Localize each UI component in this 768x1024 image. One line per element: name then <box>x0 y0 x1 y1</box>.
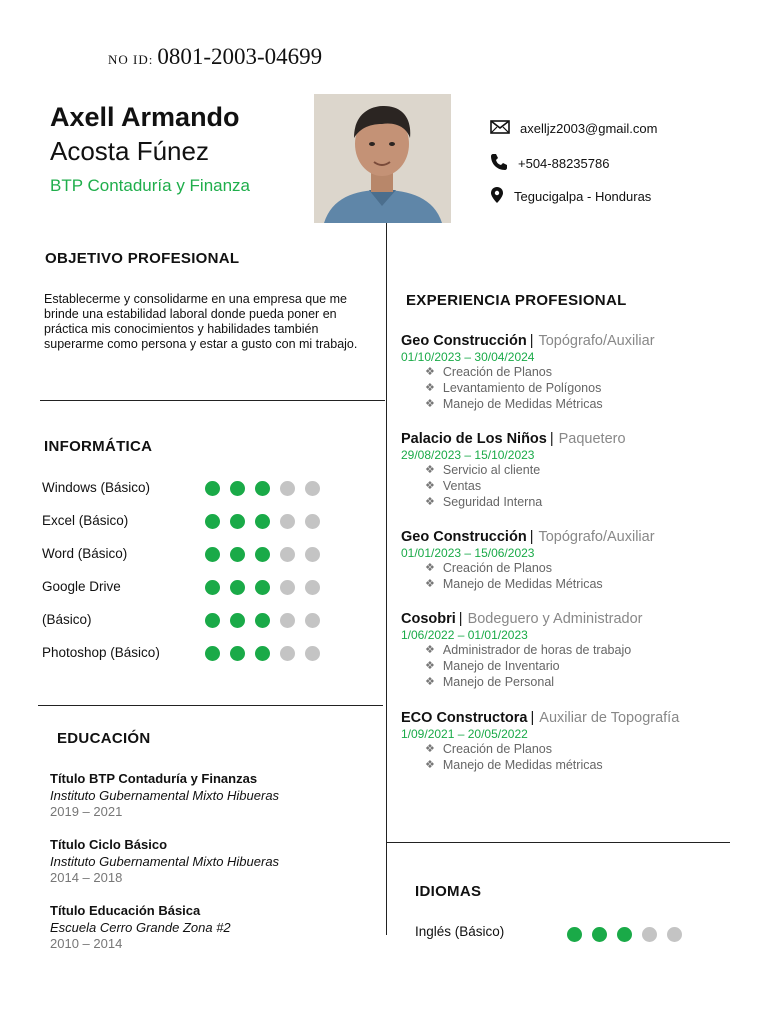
skill-rating <box>205 580 320 595</box>
contact-email <box>490 120 657 137</box>
rating-dot <box>305 646 320 661</box>
task-text: Creación de Planos <box>442 742 552 756</box>
objective-heading: OBJETIVO PROFESIONAL <box>45 250 240 267</box>
job-task <box>425 494 741 510</box>
job-task <box>425 478 741 494</box>
task-text: Manejo de Inventario <box>442 659 560 674</box>
first-name: Axell Armando <box>50 102 240 132</box>
job-role: Topógrafo/Auxiliar <box>538 333 655 349</box>
job-tasks <box>401 462 741 511</box>
experience-item <box>401 611 741 691</box>
rating-dot <box>592 927 607 942</box>
id-label: NO ID: <box>108 52 154 67</box>
objective-text: Establecerme y consolidarme en una empresa que me brinde una estabilidad laboral donde pueda poner en práctica mis conocimientos y habilidades también superarme como persona y estar a gusto con mi trabajo. <box>44 292 358 351</box>
experience-item <box>401 431 741 511</box>
rating-dot <box>567 927 582 942</box>
job-separator: | <box>530 710 535 726</box>
task-text: Seguridad Interna <box>442 495 543 510</box>
task-text: Levantamiento de Polígonos <box>442 381 602 396</box>
skill-rating <box>205 481 320 496</box>
task-text: Administrador de horas de trabajo <box>442 643 632 657</box>
job-role: Auxiliar de Topografía <box>539 710 680 726</box>
rating-dot <box>230 613 245 628</box>
skill-label: Google Drive <box>42 579 121 594</box>
job-task <box>425 642 741 658</box>
job-task <box>425 364 741 380</box>
diamond-bullet-icon: ❖ <box>425 464 435 476</box>
experience-item <box>401 529 741 592</box>
contact-phone <box>490 153 609 174</box>
skill-label: Word (Básico) <box>42 546 128 561</box>
rating-dot <box>255 514 270 529</box>
job-header <box>401 611 741 627</box>
job-task <box>425 658 741 674</box>
skill-label: Photoshop (Básico) <box>42 645 160 660</box>
job-task <box>425 674 741 690</box>
experience-item <box>401 333 741 413</box>
education-title: Título Educación Básica <box>50 903 201 918</box>
degree-title: BTP Contaduría y Finanza <box>50 176 251 195</box>
email-icon <box>490 120 510 137</box>
education-heading: EDUCACIÓN <box>57 730 151 747</box>
job-dates: 29/08/2023 – 15/10/2023 <box>401 448 535 462</box>
rating-dot <box>280 646 295 661</box>
diamond-bullet-icon: ❖ <box>425 480 435 493</box>
education-title: Título BTP Contaduría y Finanzas <box>50 771 258 786</box>
rating-dot <box>230 481 245 496</box>
rating-dot <box>255 646 270 661</box>
phone-icon <box>490 153 508 174</box>
language-rating <box>567 927 682 942</box>
rating-dot <box>305 481 320 496</box>
rating-dot <box>230 547 245 562</box>
experience-item <box>401 710 741 773</box>
section-divider <box>38 705 383 706</box>
job-dates: 1/06/2022 – 01/01/2023 <box>401 628 528 642</box>
job-header <box>401 431 741 447</box>
education-item <box>50 837 370 887</box>
phone-text: +504-88235786 <box>518 156 610 171</box>
email-text[interactable]: axelljz2003@gmail.com <box>520 121 658 136</box>
diamond-bullet-icon: ❖ <box>425 366 435 378</box>
education-years: 2019 – 2021 <box>50 804 123 819</box>
rating-dot <box>255 481 270 496</box>
diamond-bullet-icon: ❖ <box>425 676 435 689</box>
job-task <box>425 576 741 592</box>
education-institution: Instituto Gubernamental Mixto Hibueras <box>50 787 280 803</box>
education-item <box>50 771 370 821</box>
education-institution: Escuela Cerro Grande Zona #2 <box>50 919 231 935</box>
skill-rating <box>205 547 320 562</box>
skill-rating <box>205 646 320 661</box>
id-number: 0801-2003-04699 <box>157 44 323 69</box>
job-role: Topógrafo/Auxiliar <box>538 529 655 545</box>
rating-dot <box>617 927 632 942</box>
job-company: Geo Construcción <box>401 529 527 545</box>
rating-dot <box>230 646 245 661</box>
job-tasks <box>401 642 741 691</box>
it-skills-heading: INFORMÁTICA <box>44 438 153 455</box>
rating-dot <box>280 613 295 628</box>
job-task <box>425 560 741 576</box>
job-task <box>425 462 741 478</box>
skill-label: Excel (Básico) <box>42 513 129 528</box>
contact-location <box>490 186 651 207</box>
rating-dot <box>255 613 270 628</box>
job-separator: | <box>549 431 554 447</box>
job-task <box>425 396 741 412</box>
diamond-bullet-icon: ❖ <box>425 496 435 509</box>
profile-photo <box>314 94 451 223</box>
rating-dot <box>205 547 220 562</box>
diamond-bullet-icon: ❖ <box>425 578 435 591</box>
job-company: Geo Construcción <box>401 333 527 349</box>
experience-heading: EXPERIENCIA PROFESIONAL <box>406 292 627 309</box>
diamond-bullet-icon: ❖ <box>425 644 435 656</box>
job-task <box>425 380 741 396</box>
task-text: Manejo de Medidas métricas <box>442 758 603 773</box>
education-title: Título Ciclo Básico <box>50 837 168 852</box>
rating-dot <box>205 613 220 628</box>
rating-dot <box>205 580 220 595</box>
rating-dot <box>205 481 220 496</box>
rating-dot <box>305 514 320 529</box>
job-tasks <box>401 741 741 773</box>
languages-heading: IDIOMAS <box>415 883 482 900</box>
job-task <box>425 741 741 757</box>
diamond-bullet-icon: ❖ <box>425 743 435 755</box>
education-item <box>50 903 370 953</box>
job-company: Cosobri <box>401 611 456 627</box>
job-separator: | <box>529 529 534 545</box>
education-institution: Instituto Gubernamental Mixto Hibueras <box>50 853 280 869</box>
task-text: Manejo de Medidas Métricas <box>442 397 603 412</box>
job-separator: | <box>458 611 463 627</box>
task-text: Creación de Planos <box>442 365 552 379</box>
column-divider <box>386 223 387 935</box>
location-text: Tegucigalpa - Honduras <box>514 189 652 204</box>
language-label: Inglés (Básico) <box>415 924 505 939</box>
skill-label: (Básico) <box>42 612 92 627</box>
diamond-bullet-icon: ❖ <box>425 398 435 411</box>
job-task <box>425 757 741 773</box>
diamond-bullet-icon: ❖ <box>425 660 435 673</box>
rating-dot <box>280 481 295 496</box>
job-tasks <box>401 364 741 413</box>
rating-dot <box>305 580 320 595</box>
job-dates: 1/09/2021 – 20/05/2022 <box>401 727 528 741</box>
job-dates: 01/01/2023 – 15/06/2023 <box>401 546 535 560</box>
rating-dot <box>230 514 245 529</box>
diamond-bullet-icon: ❖ <box>425 382 435 395</box>
rating-dot <box>205 646 220 661</box>
job-tasks <box>401 560 741 592</box>
rating-dot <box>255 547 270 562</box>
job-role: Bodeguero y Administrador <box>467 611 643 627</box>
rating-dot <box>205 514 220 529</box>
id-number-line <box>108 44 322 70</box>
rating-dot <box>642 927 657 942</box>
rating-dot <box>305 547 320 562</box>
location-pin-icon <box>490 186 504 207</box>
job-role: Paquetero <box>558 431 626 447</box>
task-text: Ventas <box>442 479 482 494</box>
section-divider <box>386 842 730 843</box>
last-name: Acosta Fúnez <box>50 136 209 166</box>
job-dates: 01/10/2023 – 30/04/2024 <box>401 350 535 364</box>
rating-dot <box>305 613 320 628</box>
skill-rating <box>205 514 320 529</box>
job-company: ECO Constructora <box>401 710 528 726</box>
rating-dot <box>667 927 682 942</box>
job-header <box>401 710 741 726</box>
rating-dot <box>255 580 270 595</box>
job-separator: | <box>529 333 534 349</box>
rating-dot <box>280 547 295 562</box>
education-years: 2014 – 2018 <box>50 870 123 885</box>
job-header <box>401 529 741 545</box>
rating-dot <box>280 580 295 595</box>
job-company: Palacio de Los Niños <box>401 431 547 447</box>
skill-label: Windows (Básico) <box>42 480 151 495</box>
skill-rating <box>205 613 320 628</box>
rating-dot <box>280 514 295 529</box>
rating-dot <box>230 580 245 595</box>
education-years: 2010 – 2014 <box>50 936 123 951</box>
task-text: Servicio al cliente <box>442 463 541 477</box>
task-text: Manejo de Medidas Métricas <box>442 577 603 592</box>
task-text: Manejo de Personal <box>442 675 555 690</box>
task-text: Creación de Planos <box>442 561 552 575</box>
diamond-bullet-icon: ❖ <box>425 759 435 772</box>
job-header <box>401 333 741 349</box>
section-divider <box>40 400 385 401</box>
diamond-bullet-icon: ❖ <box>425 562 435 574</box>
